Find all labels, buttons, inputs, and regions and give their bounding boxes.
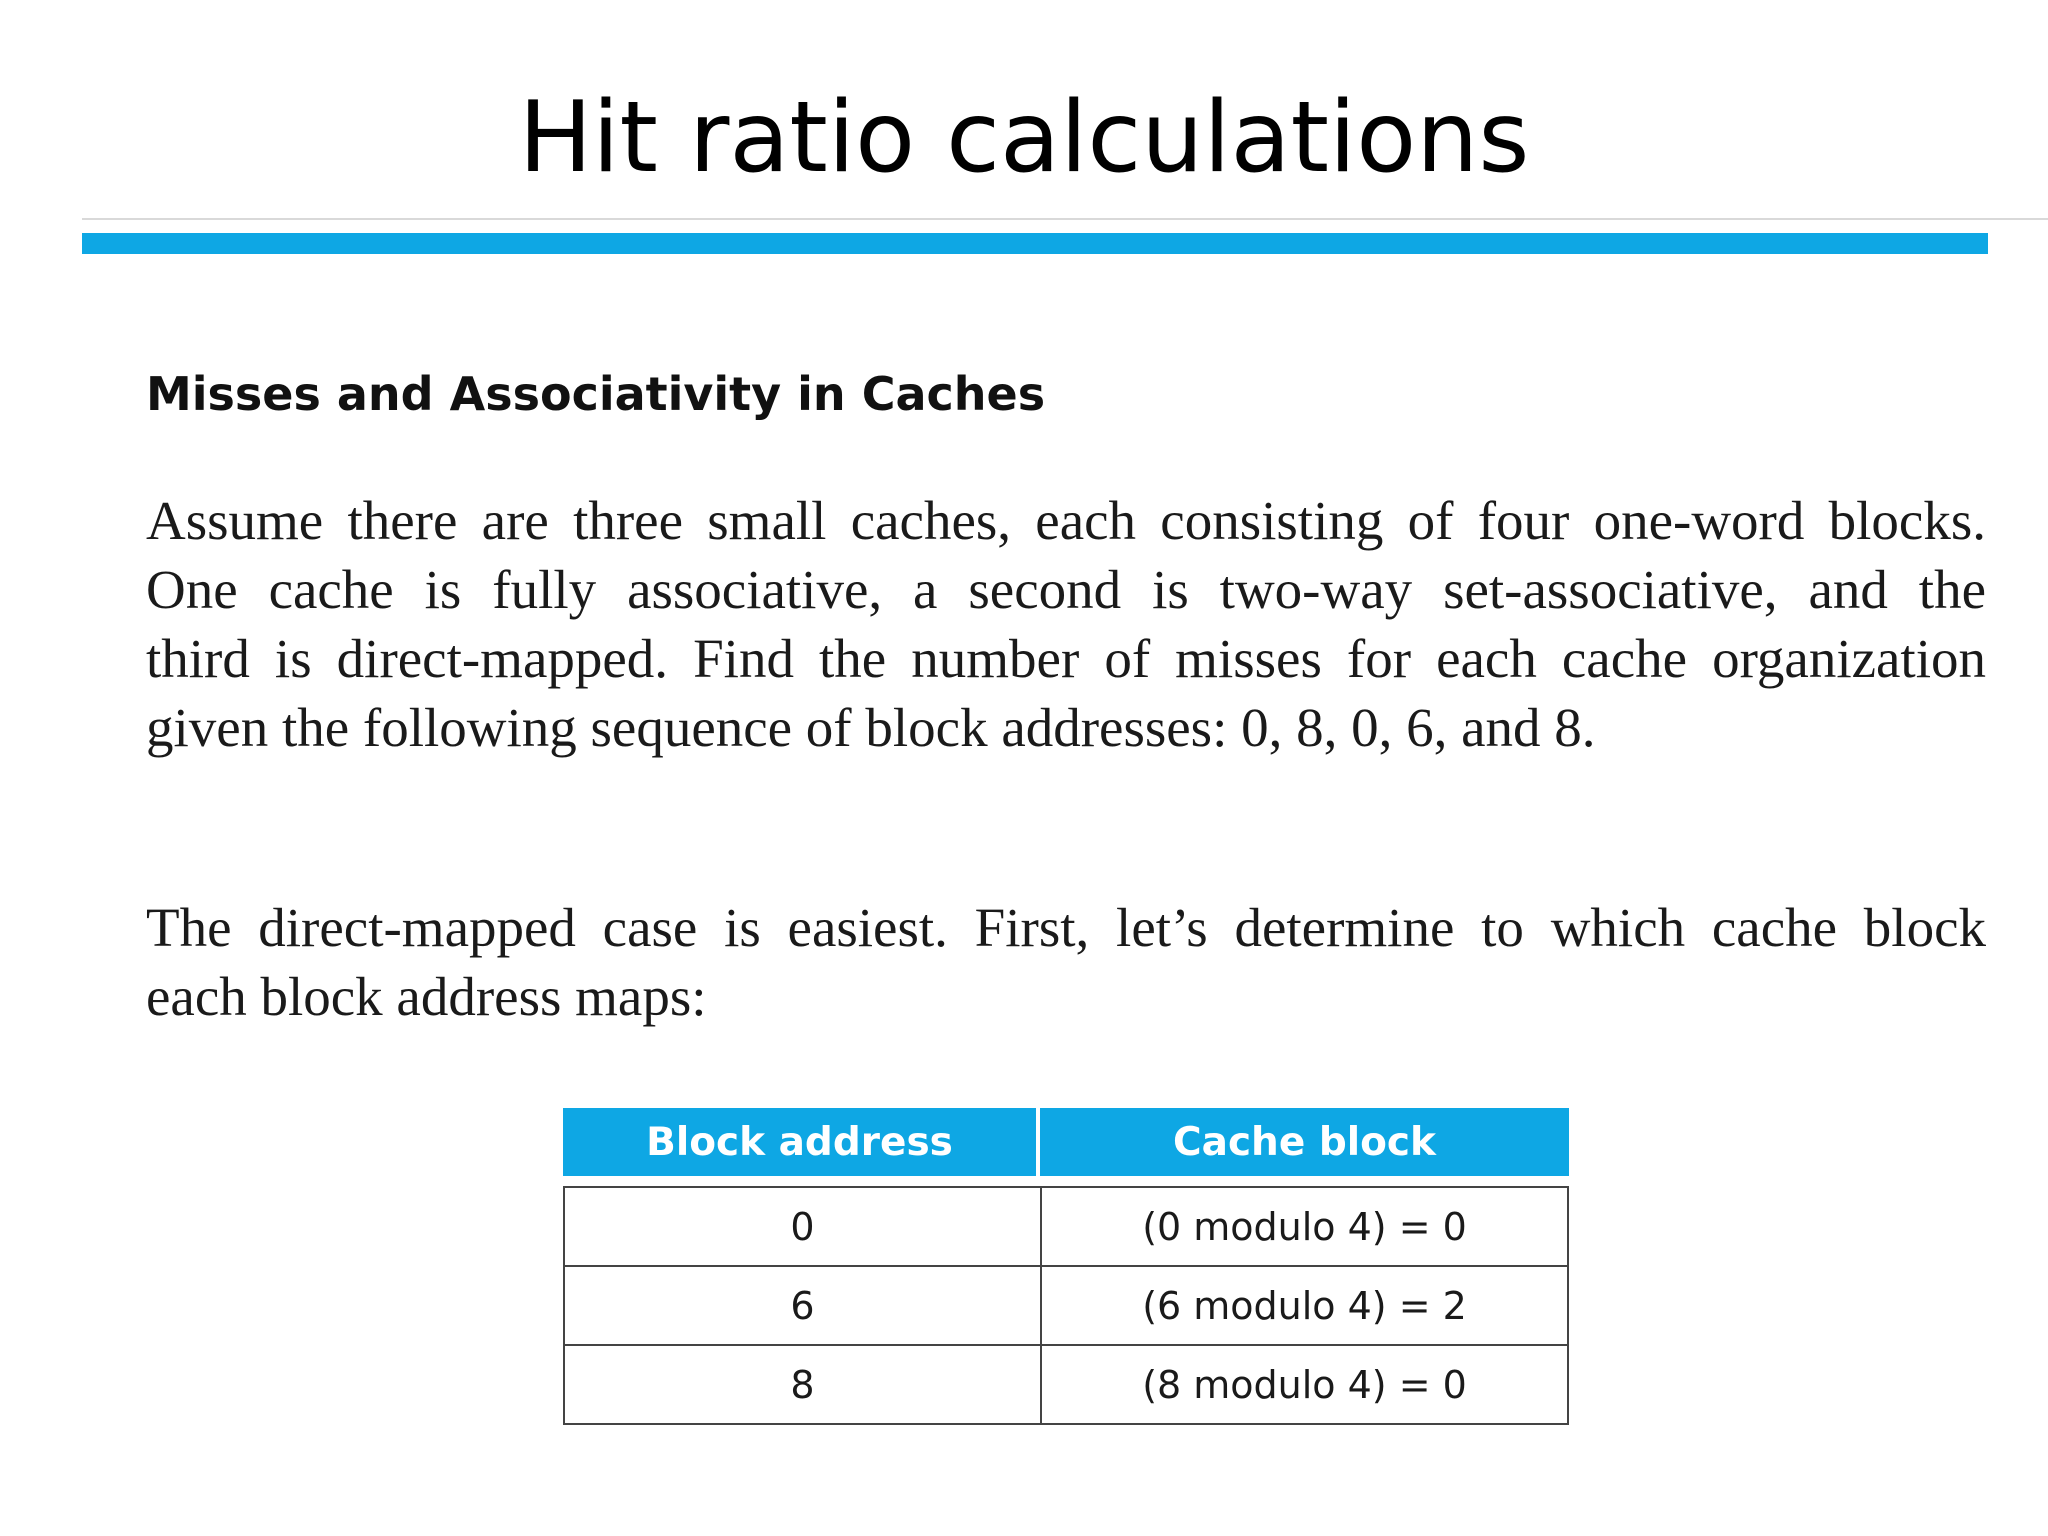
problem-line: given the following sequence of block addresses: 0, 8, 0, 6, and 8.: [146, 697, 1596, 758]
cache-block-cell: (8 modulo 4) = 0: [1040, 1346, 1569, 1425]
table-row: [563, 1267, 1569, 1346]
cache-block-cell: (6 modulo 4) = 2: [1040, 1267, 1569, 1346]
table-spacer: [563, 1176, 1569, 1186]
block-address-cell: 0: [563, 1186, 1040, 1267]
problem-line: third is direct-mapped. Find the number of misses for each cache organization: [146, 628, 1986, 689]
block-address-cell: 6: [563, 1267, 1040, 1346]
table-row: [563, 1346, 1569, 1425]
section-heading: Misses and Associativity in Caches: [146, 367, 1046, 421]
column-header-cache-block: Cache block: [1040, 1108, 1569, 1176]
problem-paragraph: [146, 486, 1986, 762]
table-header-row: [563, 1108, 1569, 1176]
slide-title: Hit ratio calculations: [518, 81, 1530, 195]
block-address-cell: 8: [563, 1346, 1040, 1425]
answer-paragraph: [146, 893, 1986, 1031]
problem-line: Assume there are three small caches, each consisting of four one-word blocks.: [146, 490, 1986, 551]
table-row: [563, 1186, 1569, 1267]
column-header-block-address: Block address: [563, 1108, 1040, 1176]
answer-line: each block address maps:: [146, 966, 707, 1027]
title-divider-thin: [82, 218, 2048, 220]
problem-line: One cache is fully associative, a second is two-way set-associative, and the: [146, 559, 1986, 620]
block-mapping-table: [563, 1108, 1569, 1425]
answer-line: The direct-mapped case is easiest. First, let’s determine to which cache block: [146, 897, 1986, 958]
cache-block-cell: (0 modulo 4) = 0: [1040, 1186, 1569, 1267]
title-divider-accent: [82, 233, 1988, 254]
